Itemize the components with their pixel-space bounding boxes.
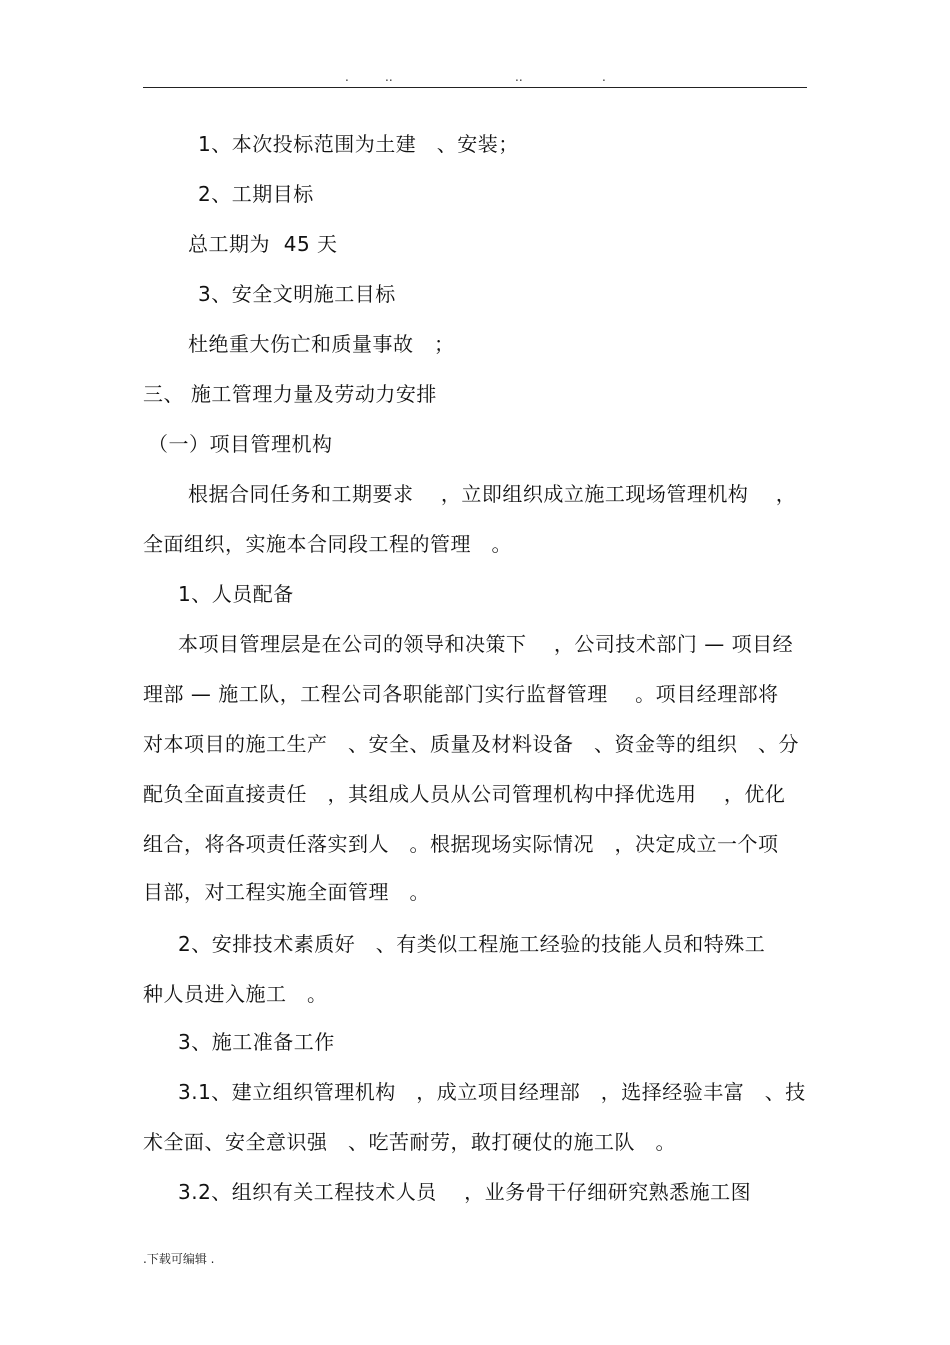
- subsection-heading: （一）项目管理机构: [148, 432, 333, 456]
- text-line: 3.2、组织有关工程技术人员 ，业务骨干仔细研究熟悉施工图: [178, 1180, 752, 1204]
- text-line: 本项目管理层是在公司的领导和决策下 ，公司技术部门 — 项目经: [178, 632, 794, 656]
- section-heading: 三、 施工管理力量及劳动力安排: [143, 382, 437, 406]
- text-line: 对本项目的施工生产 、安全、质量及材料设备 、资金等的组织 、分: [143, 732, 799, 756]
- text-line: 种人员进入施工 。: [143, 982, 328, 1006]
- header-rule: [143, 87, 807, 88]
- text-line: 根据合同任务和工期要求 ，立即组织成立施工现场管理机构 ，: [188, 482, 797, 506]
- text-line: 1、人员配备: [178, 582, 294, 606]
- text-line: 2、工期目标: [198, 182, 314, 206]
- text-line: 1、本次投标范围为土建 、安装；: [198, 132, 519, 156]
- text-line: 理部 — 施工队，工程公司各职能部门实行监督管理 。项目经理部将: [143, 682, 779, 706]
- text-line: 术全面、安全意识强 、吃苦耐劳，敢打硬仗的施工队 。: [143, 1130, 676, 1154]
- page-footer: .下载可编辑 .: [143, 1252, 215, 1266]
- header-dot: ..: [385, 70, 393, 84]
- header-dots: [0, 70, 950, 86]
- header-dot: .: [345, 70, 349, 84]
- header-dot: ..: [515, 70, 523, 84]
- text-line: 总工期为 45 天: [188, 232, 338, 256]
- text-line: 组合，将各项责任落实到人 。根据现场实际情况 ，决定成立一个项: [143, 832, 779, 856]
- text-line: 配负全面直接责任 ，其组成人员从公司管理机构中择优选用 ，优化: [143, 782, 786, 806]
- text-line: 3.1、建立组织管理机构 ，成立项目经理部 ，选择经验丰富 、技: [178, 1080, 806, 1104]
- text-line: 全面组织，实施本合同段工程的管理 。: [143, 532, 512, 556]
- text-line: 目部，对工程实施全面管理 。: [143, 880, 430, 904]
- text-line: 杜绝重大伤亡和质量事故 ；: [188, 332, 455, 356]
- text-line: 3、安全文明施工目标: [198, 282, 396, 306]
- text-line: 3、施工准备工作: [178, 1030, 335, 1054]
- text-line: 2、安排技术素质好 、有类似工程施工经验的技能人员和特殊工: [178, 932, 766, 956]
- header-dot: .: [602, 70, 606, 84]
